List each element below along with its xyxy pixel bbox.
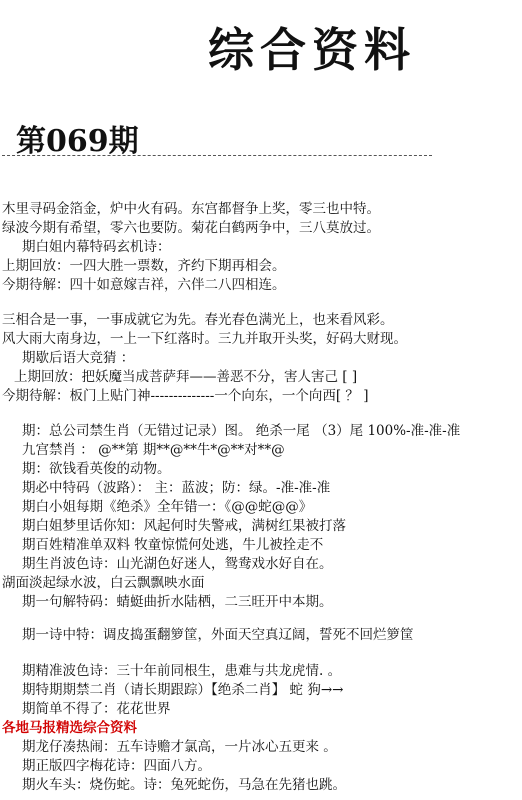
text-line: 期：欲钱看英俊的动物。: [22, 461, 171, 477]
text-line: 绿波今期有希望，零六也要防。菊花白鹤两争中，三八莫放过。: [2, 220, 380, 236]
page-title: 综合资料: [208, 23, 416, 77]
text-line: 木里寻码金箔金，炉中火有码。东宫都督争上奖，零三也中特。: [2, 201, 380, 217]
text-line: 上期回放：一四大胜一票数，齐约下期再相会。: [2, 258, 286, 274]
text-line: 期百姓精准单双料 牧童惊慌何处逃，牛儿被拴走不: [22, 537, 324, 553]
text-line: 期白姐内幕特码玄机诗：: [22, 239, 171, 255]
text-line: 期特期期禁二肖（请长期跟踪）【绝杀二肖】 蛇 狗→→: [22, 682, 344, 698]
text-line: 期生肖波色诗：山光湖色好迷人，鸳鸯戏水好自在。: [22, 556, 333, 572]
text-line: 风大雨大南身边，一上一下红落时。三九并取开头奖，好码大财现。: [2, 331, 407, 347]
text-line: 期精准波色诗：三十年前同根生，患难与共龙虎情. 。: [22, 663, 342, 679]
text-line: 今期待解：板门上贴门神--------------一个向东，一个向西[ ？ ]: [2, 388, 369, 404]
text-line: 期：总公司禁生肖（无错过记录）图。 绝杀一尾 （3）尾 100%-准-准-准: [22, 423, 461, 439]
text-line: 期歇后语大竞猜 ：: [22, 350, 135, 366]
text-line: 三相合是一事，一事成就它为先。春光春色满光上，也来看风彩。: [2, 312, 394, 328]
text-line: 期火车头：烧伤蛇。诗：兔死蛇伤，马急在先猪也跳。: [22, 777, 346, 793]
text-line: 今期待解：四十如意嫁吉祥，六伴二八四相连。: [2, 277, 286, 293]
text-line: 期白小姐每期《绝杀》全年错一：《@@蛇@@》: [22, 499, 313, 515]
text-line: 期一诗中特：调皮捣蛋翻箩筐，外面天空真辽阔，誓死不回烂箩筐: [22, 627, 414, 643]
text-line: 期必中特码（波路）： 主：蓝波；防：绿。-准-准-准: [22, 480, 331, 496]
text-line: 九宫禁肖 ： @**第 期**@**牛*@**对**@: [22, 442, 285, 458]
text-line: 湖面淡起绿水波，白云飘飘映水面: [2, 575, 205, 591]
text-line: 期龙仔凑热闹：五车诗赡才氯高，一片冰心五更来 。: [22, 739, 337, 755]
text-line: 期白姐梦里话你知：风起何时失警戒，满树红果被打落: [22, 518, 346, 534]
divider: [2, 155, 432, 156]
text-line: 上期回放：把妖魔当成菩萨拜——善恶不分，害人害己 [ ]: [14, 369, 358, 385]
issue-number: 第069期: [16, 124, 139, 159]
text-line: 期一句解特码：蜻蜓曲折水陆栖，二三旺开中本期。: [22, 594, 333, 610]
text-line: 期正版四字梅花诗：四面八方。: [22, 758, 211, 774]
section-heading: 各地马报精选综合资料: [2, 720, 137, 736]
text-line: 期简单不得了：花花世界: [22, 701, 171, 717]
